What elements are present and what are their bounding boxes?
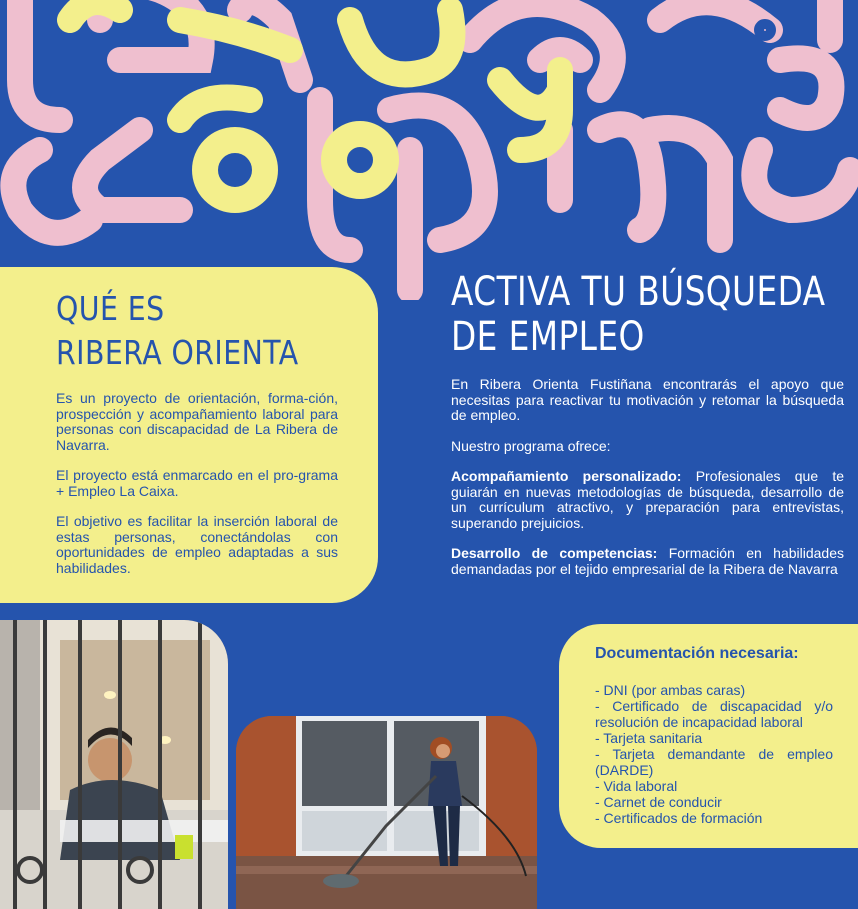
photo-floor-cleaning [236, 716, 537, 909]
documents-item: - Carnet de conducir [595, 794, 722, 810]
job-search-intro: En Ribera Orienta Fustiñana encontrarás el apoyo que necesitas para reactivar tu motivación y retomar la búsqueda de empleo. [451, 376, 844, 423]
documents-item: - Tarjeta sanitaria [595, 730, 703, 746]
documents-item: - Vida laboral [595, 778, 678, 794]
documents-item: - Tarjeta demandante de empleo (DARDE) [595, 746, 833, 778]
about-paragraph-3: El objetivo es facilitar la inserción laboral de estas personas, conectándolas con oportunidades de empleo adaptadas a sus habilidades. [56, 513, 338, 576]
about-card [0, 267, 378, 603]
documents-item: - Certificados de formación [595, 810, 763, 826]
about-title-line1: QUÉ ES [56, 289, 165, 328]
documents-list [595, 682, 833, 826]
decorative-pattern [0, 0, 858, 300]
program-item-coaching [451, 469, 844, 531]
program-intro: Nuestro programa ofrece: [451, 437, 611, 454]
documents-card [559, 624, 858, 848]
about-paragraph-2: El proyecto está enmarcado en el pro-grama + Empleo La Caixa. [56, 467, 338, 499]
job-search-title-line2: DE EMPLEO [451, 314, 645, 360]
photo-window-cleaning [0, 620, 228, 909]
program-item-skills-text: Formación en habilidades demandadas por el tejido empresarial de la Ribera de Navarra [451, 545, 844, 577]
job-search-title-line1: ACTIVA TU BÚSQUEDA [451, 269, 826, 315]
about-paragraph-1: Es un proyecto de orientación, forma-ción, prospección y acompañamiento laboral para personas con discapacidad de La Ribera de Navarra. [56, 390, 338, 453]
job-search-section [451, 270, 844, 577]
program-item-coaching-text: Profesionales que te guiarán en nuevas metodologías de búsqueda, desarrollo de un currículum atractivo, y preparación para entrevistas, superando prejuicios. [451, 468, 844, 531]
documents-item: - Certificado de discapacidad y/o resolución de incapacidad laboral [595, 698, 833, 730]
job-search-title [451, 270, 845, 360]
documents-title: Documentación necesaria: [595, 645, 799, 662]
program-item-skills [451, 546, 844, 577]
documents-item: - DNI (por ambas caras) [595, 682, 746, 698]
about-title-line2: RIBERA ORIENTA [56, 333, 299, 372]
program-item-coaching-label: Acompañamiento personalizado: [451, 468, 682, 484]
about-title [56, 287, 340, 375]
program-item-skills-label: Desarrollo de competencias: [451, 545, 658, 561]
